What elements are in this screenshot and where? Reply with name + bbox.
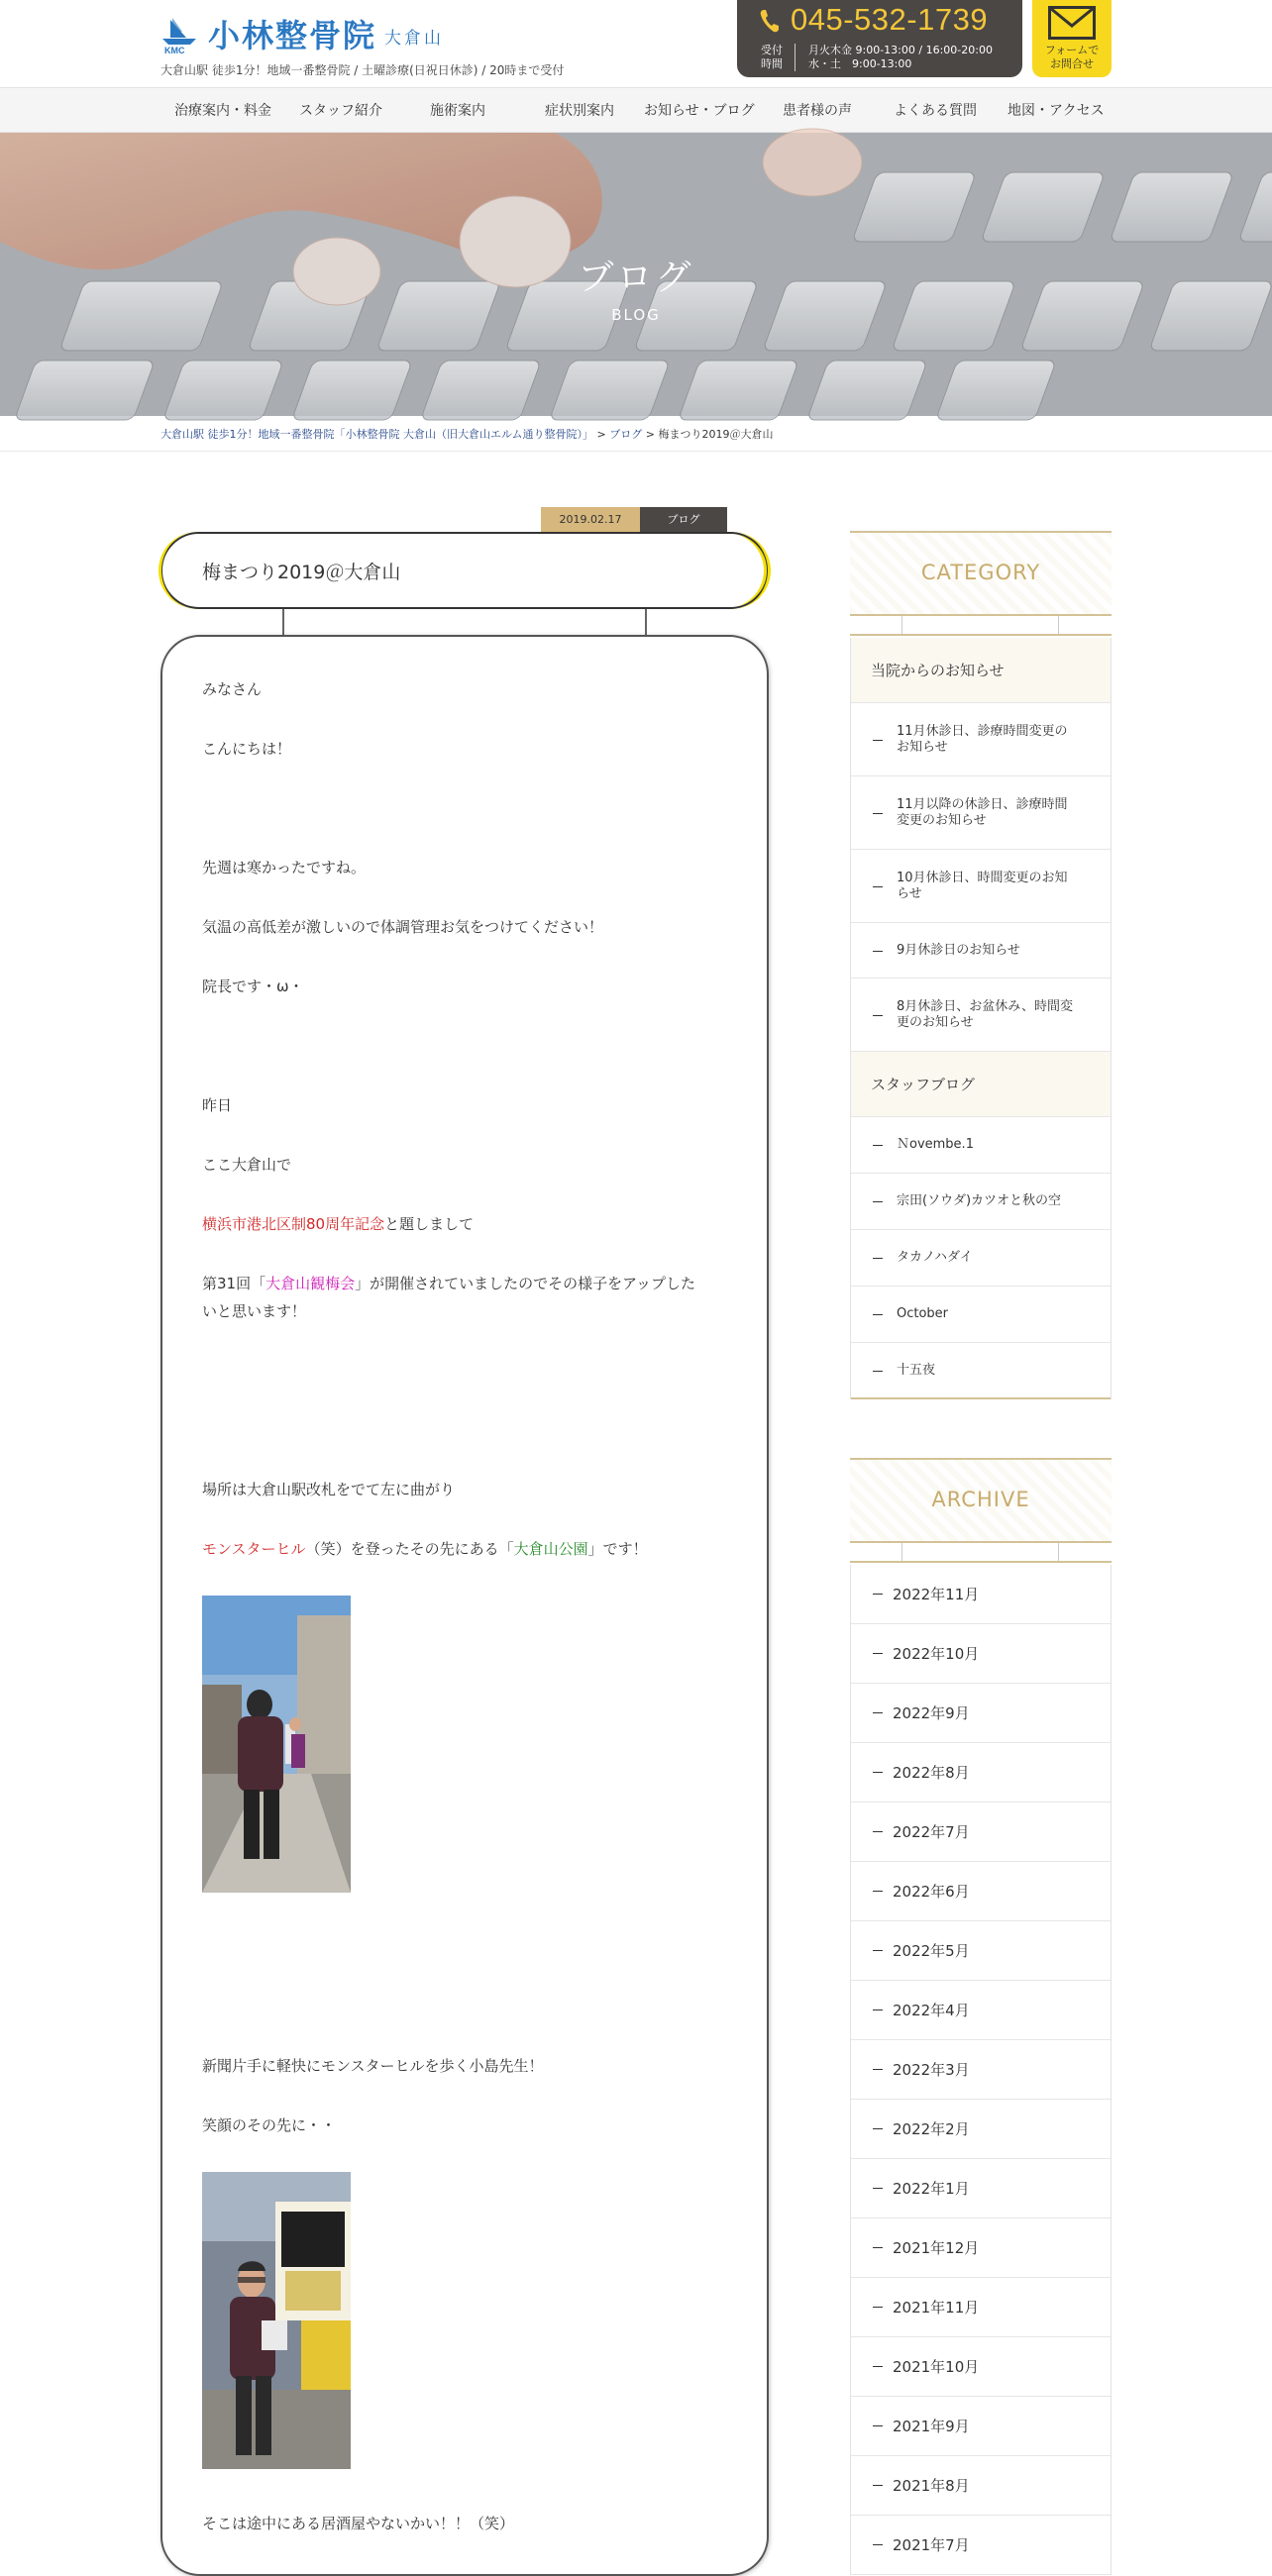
heading-tabs [850, 616, 1112, 636]
post-category-badge[interactable]: ブログ [640, 507, 727, 533]
category-item[interactable]: October [851, 1287, 1111, 1343]
logo-subtitle: 大倉山 [384, 29, 445, 49]
archive-item[interactable]: 2022年11月 [851, 1565, 1111, 1624]
post-paragraph: そこは途中にある居酒屋やないかい！！（笑） [202, 2515, 515, 2532]
archive-item[interactable]: 2021年7月 [851, 2516, 1111, 2575]
category-item[interactable]: 宗田(ソウダ)カツオと秋の空 [851, 1174, 1111, 1230]
envelope-icon [1048, 6, 1096, 40]
category-item[interactable]: 8月休診日、お盆休み、時間変 更のお知らせ [851, 979, 1111, 1052]
archive-item[interactable]: 2021年11月 [851, 2278, 1111, 2337]
contact-form-label: フォームで お問合せ [1044, 44, 1100, 70]
archive-item[interactable]: 2022年8月 [851, 1743, 1111, 1803]
post-paragraph: ここ大倉山で [202, 1156, 292, 1174]
archive-item[interactable]: 2022年7月 [851, 1803, 1111, 1862]
archive-item[interactable]: 2022年5月 [851, 1921, 1111, 1981]
highlight-text: モンスターヒル [202, 1540, 306, 1558]
hero-title: ブログ [578, 258, 694, 298]
archive-item[interactable]: 2022年1月 [851, 2159, 1111, 2218]
main-nav [0, 87, 1272, 133]
svg-text:KMC: KMC [164, 46, 185, 55]
phone-number[interactable]: 045-532-1739 [791, 2, 989, 37]
breadcrumb-separator: > [593, 428, 610, 441]
post-paragraph: こんにちは！ [202, 740, 292, 758]
category-item[interactable]: 11月以降の休診日、診療時間 変更のお知らせ [851, 776, 1111, 850]
post-date: 2019.02.17 [541, 507, 640, 533]
nav-symptoms[interactable]: 症状別案内 [545, 103, 614, 119]
post-title: 梅まつり2019＠大倉山 [202, 562, 401, 583]
breadcrumb-separator: > [642, 428, 659, 441]
category-item[interactable]: 十五夜 [851, 1343, 1111, 1399]
archive-item[interactable]: 2022年3月 [851, 2040, 1111, 2100]
reception-label: 受付 時間 [761, 44, 783, 70]
post-paragraph: 気温の高低差が激しいので体調管理お気をつけてください！ [202, 918, 604, 936]
hero-banner [0, 133, 1272, 416]
category-item[interactable]: 9月休診日のお知らせ [851, 923, 1111, 979]
connector-line [282, 609, 284, 635]
post-title-box [160, 532, 769, 609]
category-group-notices[interactable]: 当院からのお知らせ [851, 638, 1111, 703]
nav-faq[interactable]: よくある質問 [894, 103, 977, 119]
nav-staff[interactable]: スタッフ紹介 [299, 103, 382, 119]
nav-access[interactable]: 地図・アクセス [1007, 103, 1105, 119]
category-group-staff-blog[interactable]: スタッフブログ [851, 1052, 1111, 1117]
highlight-text: 大倉山観梅会 [265, 1275, 356, 1292]
ship-logo-icon [160, 12, 204, 55]
connector-line [645, 609, 647, 635]
post-body [160, 635, 769, 2576]
archive-item[interactable]: 2022年9月 [851, 1684, 1111, 1743]
category-item[interactable]: 10月休診日、時間変更のお知 らせ [851, 850, 1111, 923]
archive-item[interactable]: 2021年10月 [851, 2337, 1111, 2397]
post-paragraph: 新聞片手に軽快にモンスターヒルを歩く小島先生！ [202, 2057, 544, 2075]
post-paragraph: 場所は大倉山駅改札をでて左に曲がり [202, 1481, 456, 1498]
post-paragraph: 先週は寒かったですね。 [202, 859, 367, 876]
reception-hours: 月火木金 9:00-13:00 / 16:00-20:00 水・土 9:00-13:00 [808, 44, 993, 70]
heading-tabs [850, 1543, 1112, 1563]
breadcrumb [0, 416, 1272, 452]
archive-item[interactable]: 2021年8月 [851, 2456, 1111, 2516]
post-paragraph: モンスターヒル（笑）を登ったその先にある「大倉山公園」です！ [202, 1540, 648, 1558]
nav-testimonials[interactable]: 患者様の声 [783, 103, 852, 119]
logo-title: 小林整骨院 [208, 17, 377, 54]
highlight-text: 横浜市港北区制80周年記念 [202, 1215, 385, 1233]
archive-item[interactable]: 2021年12月 [851, 2218, 1111, 2278]
archive-list [850, 1565, 1112, 2575]
post-photo-izakaya[interactable] [202, 2172, 351, 2469]
post-paragraph: みなさん [202, 680, 263, 698]
breadcrumb-blog-link[interactable]: ブログ [609, 428, 643, 441]
post-paragraph: 第31回「大倉山観梅会」が開催されていましたのでその様子をアップした [202, 1275, 696, 1292]
contact-form-button[interactable] [1032, 0, 1112, 77]
category-heading: CATEGORY [850, 531, 1112, 616]
category-list [850, 638, 1112, 1399]
category-item[interactable]: Ｎovembe.1 [851, 1117, 1111, 1174]
highlight-text: 大倉山公園 [513, 1540, 588, 1558]
nav-treatment-fees[interactable]: 治療案内・料金 [174, 103, 271, 119]
post-paragraph: 横浜市港北区制80周年記念と題しまして [202, 1215, 475, 1233]
archive-item[interactable]: 2022年4月 [851, 1981, 1111, 2040]
nav-services[interactable]: 施術案内 [430, 103, 485, 119]
breadcrumb-current: 梅まつり2019＠大倉山 [658, 428, 774, 441]
archive-item[interactable]: 2022年6月 [851, 1862, 1111, 1921]
phone-icon [759, 8, 781, 34]
category-item[interactable]: 11月休診日、診療時間変更の お知らせ [851, 703, 1111, 776]
site-logo[interactable] [160, 12, 444, 55]
hero-subtitle: BLOG [611, 306, 661, 324]
post-paragraph: 笑顔のその先に・・ [202, 2116, 337, 2134]
post-paragraph: 院長です・ω・ [202, 978, 304, 995]
header-tagline: 大倉山駅 徒歩1分！地域一番整骨院 / 土曜診療(日祝日休診) / 20時まで受付 [160, 63, 565, 77]
archive-item[interactable]: 2021年9月 [851, 2397, 1111, 2456]
archive-item[interactable]: 2022年2月 [851, 2100, 1111, 2159]
post-photo-walking[interactable] [202, 1596, 351, 1893]
archive-heading: ARCHIVE [850, 1458, 1112, 1543]
post-paragraph: 昨日 [202, 1096, 233, 1114]
archive-item[interactable]: 2022年10月 [851, 1624, 1111, 1684]
nav-news-blog[interactable]: お知らせ・ブログ [644, 103, 755, 119]
breadcrumb-home-link[interactable]: 大倉山駅 徒歩1分！地域一番整骨院「小林整骨院 大倉山（旧大倉山エルム通り整骨院）」 [160, 428, 594, 441]
post-paragraph: いと思います！ [202, 1302, 307, 1320]
site-header [0, 0, 1272, 87]
category-item[interactable]: タカノハダイ [851, 1230, 1111, 1287]
phone-contact-box[interactable] [737, 0, 1022, 77]
